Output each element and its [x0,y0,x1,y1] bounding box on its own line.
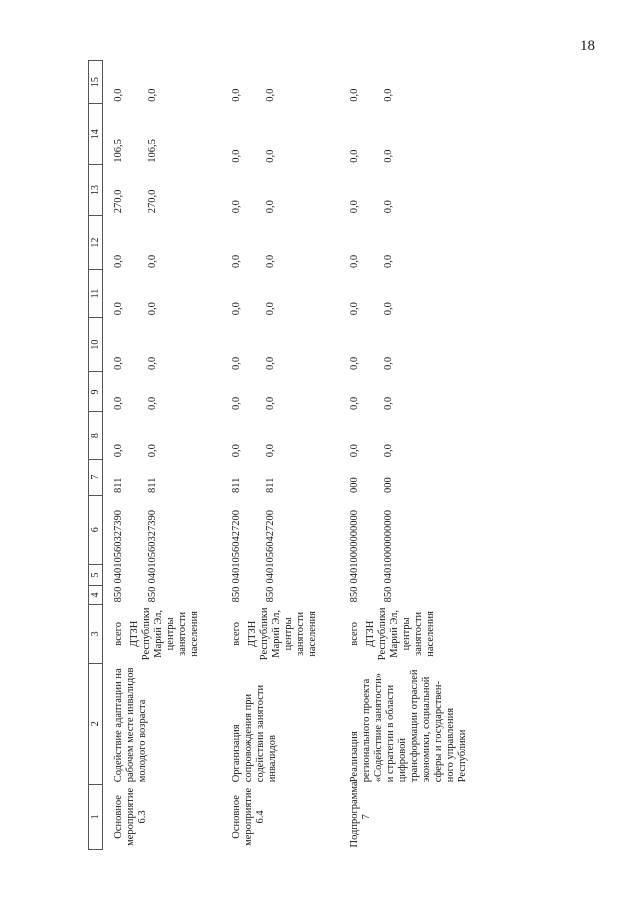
cell-value: 270,0 [113,189,124,214]
table-row [103,61,222,850]
cell-value: 850 [383,586,394,603]
col-header: 7 [89,459,103,495]
cell-value: 811 [113,477,124,494]
cell-value: 0,0 [231,200,242,214]
cell-col-4 [103,585,222,604]
row-executor [103,604,222,663]
cell-col-10 [339,317,559,372]
row-executor [221,604,339,663]
col-header: 15 [89,61,103,104]
cell-col-5 [221,564,339,585]
cell-value: 0,0 [231,444,242,458]
cell-col-9 [339,372,559,412]
cell-col-14 [103,104,222,165]
row-executor [339,604,559,663]
row-code: Подпрограмма 7 [349,781,372,848]
cell-value: 0401 [383,562,394,584]
cell-col-7 [221,459,339,495]
cell-value: 0,0 [383,396,394,410]
cell-value: 0560427200 [265,509,276,563]
col-header: 9 [89,372,103,412]
cell-value: 0,0 [265,396,276,410]
cell-col-9 [103,372,222,412]
executor-total: всего [231,622,242,646]
cell-value: 106,5 [147,139,158,163]
executor-name: ДТЗН Республики Марий Эл, центры занятости населения [247,607,318,661]
cell-col-7 [339,459,559,495]
col-header: 12 [89,215,103,270]
cell-value: 850 [349,586,360,603]
cell-value: 850 [265,586,276,603]
cell-value: 0,0 [231,149,242,163]
cell-value: 270,0 [147,189,158,214]
cell-col-11 [339,270,559,317]
cell-col-5 [103,564,222,585]
cell-value: 0,0 [383,200,394,214]
cell-value: 0,0 [265,444,276,458]
cell-col-8 [221,412,339,459]
col-header: 13 [89,165,103,215]
table-row [221,61,339,850]
cell-col-9 [221,372,339,412]
col-header: 3 [89,604,103,663]
cell-value: 0,0 [349,396,360,410]
cell-value: 0,0 [383,302,394,316]
cell-col-15 [103,61,222,104]
cell-value: 0,0 [265,302,276,316]
cell-value: 000 [349,477,360,494]
cell-col-11 [221,270,339,317]
cell-col-13 [339,165,559,215]
cell-col-7 [103,459,222,495]
cell-value: 0,0 [349,302,360,316]
cell-value: 0560427200 [231,509,242,563]
cell-value: 0,0 [113,396,124,410]
cell-value: 0,0 [349,444,360,458]
cell-value: 0,0 [383,254,394,268]
row-title: Организация сопровождения при содействии занятости инвалидов [231,684,278,783]
cell-col-4 [221,585,339,604]
cell-value: 0,0 [231,302,242,316]
col-header: 8 [89,412,103,459]
cell-value: 0,0 [349,356,360,370]
cell-value: 0,0 [113,444,124,458]
cell-col-14 [339,104,559,165]
col-header: 1 [89,784,103,849]
col-header: 10 [89,317,103,372]
cell-value: 0,0 [349,88,360,102]
cell-value: 0,0 [231,88,242,102]
cell-value: 811 [147,477,158,494]
cell-value: 0,0 [113,254,124,268]
cell-value: 106,5 [113,139,124,163]
cell-value: 0,0 [265,254,276,268]
cell-value: 0,0 [383,88,394,102]
header-row [89,61,103,850]
cell-value: 0401 [113,562,124,584]
cell-col-4 [339,585,559,604]
budget-table [88,60,559,850]
cell-col-12 [103,215,222,270]
col-header: 11 [89,270,103,317]
col-header: 5 [89,564,103,585]
col-header: 14 [89,104,103,165]
cell-value: 0,0 [265,88,276,102]
cell-value: 0,0 [113,356,124,370]
cell-value: 0,0 [113,88,124,102]
cell-col-8 [103,412,222,459]
cell-value: 0401 [265,562,276,584]
cell-col-6 [221,495,339,564]
cell-col-15 [221,61,339,104]
cell-value: 0,0 [147,88,158,102]
cell-col-14 [221,104,339,165]
cell-col-13 [103,165,222,215]
row-code: Основное мероприятие 6.4 [231,787,266,846]
executor-total: всего [349,622,360,646]
row-title: Содействие адаптации на рабочем месте инвалидов молодого возраста [113,667,148,783]
cell-value: 0,0 [349,254,360,268]
cell-value: 0,0 [265,200,276,214]
cell-col-12 [339,215,559,270]
cell-col-13 [221,165,339,215]
cell-value: 0,0 [383,444,394,458]
cell-value: 0,0 [349,149,360,163]
cell-value: 0000000000 [349,509,360,563]
cell-value: 0,0 [349,200,360,214]
cell-value: 0401 [147,562,158,584]
rotated-table-container [88,60,628,850]
cell-value: 850 [231,586,242,603]
cell-value: 0,0 [231,254,242,268]
cell-value: 0,0 [383,149,394,163]
cell-col-6 [103,495,222,564]
cell-value: 0,0 [147,396,158,410]
cell-value: 850 [113,586,124,603]
cell-col-10 [103,317,222,372]
cell-value: 811 [265,477,276,494]
cell-value: 0000000000 [383,509,394,563]
cell-col-6 [339,495,559,564]
cell-value: 0,0 [383,356,394,370]
cell-value: 0,0 [265,356,276,370]
col-header: 4 [89,585,103,604]
executor-total: всего [113,622,124,646]
cell-value: 000 [383,477,394,494]
cell-value: 0,0 [231,396,242,410]
table-row [339,61,559,850]
cell-value: 0560327390 [147,509,158,563]
executor-name: ДТЗН Республики Марий Эл, центры занятости населения [129,607,200,661]
cell-col-12 [221,215,339,270]
cell-col-8 [339,412,559,459]
cell-value: 0,0 [147,444,158,458]
cell-col-5 [339,564,559,585]
cell-value: 0,0 [147,254,158,268]
cell-value: 0,0 [265,149,276,163]
row-code: Основное мероприятие 6.3 [113,787,148,846]
cell-value: 811 [231,477,242,494]
cell-value: 0,0 [113,302,124,316]
cell-value: 0,0 [231,356,242,370]
row-title: Реализация регионального проекта «Содействие занятости» и стратегии в области цифровой трансформации отраслей экономики, социальной сферы и государствен-ного управления Республики [349,669,468,783]
cell-value: 0560327390 [113,509,124,563]
col-header: 2 [89,663,103,784]
cell-value: 0,0 [147,356,158,370]
cell-col-15 [339,61,559,104]
cell-value: 0,0 [147,302,158,316]
cell-col-10 [221,317,339,372]
cell-value: 0401 [231,562,242,584]
cell-value: 0401 [349,562,360,584]
cell-value: 850 [147,586,158,603]
cell-col-11 [103,270,222,317]
col-header: 6 [89,495,103,564]
page-number: 18 [580,38,595,54]
executor-name: ДТЗН Республики Марий Эл, центры занятости населения [365,607,436,661]
